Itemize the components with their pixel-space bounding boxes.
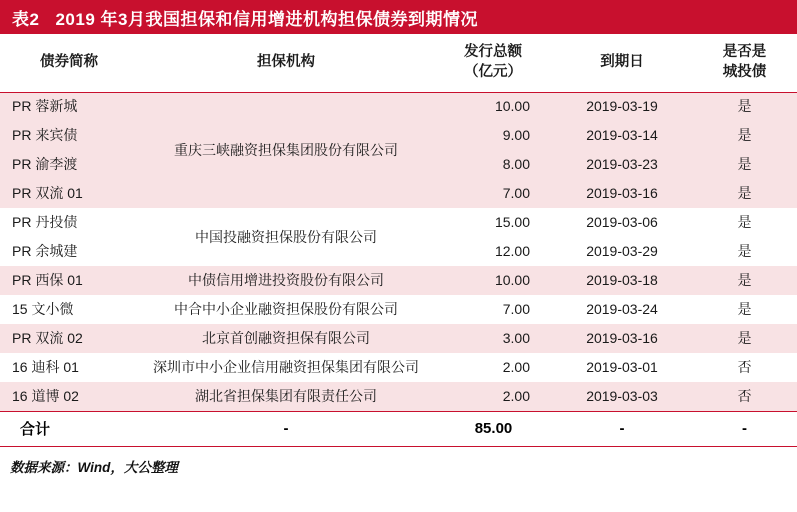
cell-bond-name: 15 文小微 bbox=[0, 295, 138, 324]
total-row bbox=[0, 411, 797, 446]
cell-maturity-date: 2019-03-03 bbox=[552, 382, 692, 411]
column-header-bond-name: 债券简称 bbox=[0, 34, 138, 92]
column-header-guarantor: 担保机构 bbox=[138, 34, 434, 92]
cell-is-urban-investment-bond: 是 bbox=[692, 295, 797, 324]
issue-amount-line2: （亿元） bbox=[464, 63, 522, 80]
cell-is-urban-investment-bond: 是 bbox=[692, 179, 797, 208]
cell-is-urban-investment-bond: 否 bbox=[692, 353, 797, 382]
cell-bond-name: PR 余城建 bbox=[0, 237, 138, 266]
cell-issue-amount: 9.00 bbox=[434, 121, 552, 150]
cell-guarantor: 中债信用增进投资股份有限公司 bbox=[138, 266, 434, 295]
table-row bbox=[0, 92, 797, 121]
cell-guarantor: 湖北省担保集团有限责任公司 bbox=[138, 382, 434, 411]
cell-bond-name: PR 蓉新城 bbox=[0, 92, 138, 121]
cell-maturity-date: 2019-03-24 bbox=[552, 295, 692, 324]
total-org: - bbox=[138, 411, 434, 446]
cell-issue-amount: 12.00 bbox=[434, 237, 552, 266]
urban-bond-line2: 城投债 bbox=[722, 63, 767, 80]
table-row bbox=[0, 324, 797, 353]
cell-bond-name: PR 西保 01 bbox=[0, 266, 138, 295]
total-label: 合计 bbox=[0, 411, 138, 446]
cell-bond-name: PR 渝李渡 bbox=[0, 150, 138, 179]
cell-issue-amount: 10.00 bbox=[434, 266, 552, 295]
cell-maturity-date: 2019-03-29 bbox=[552, 237, 692, 266]
table-row bbox=[0, 295, 797, 324]
table-footer bbox=[0, 411, 797, 446]
column-header-is-urban-investment-bond bbox=[692, 34, 797, 92]
cell-is-urban-investment-bond: 是 bbox=[692, 150, 797, 179]
cell-maturity-date: 2019-03-23 bbox=[552, 150, 692, 179]
total-amount: 85.00 bbox=[434, 411, 552, 446]
cell-is-urban-investment-bond: 是 bbox=[692, 324, 797, 353]
cell-bond-name: PR 双流 01 bbox=[0, 179, 138, 208]
table-header bbox=[0, 34, 797, 92]
cell-bond-name: PR 双流 02 bbox=[0, 324, 138, 353]
cell-is-urban-investment-bond: 是 bbox=[692, 208, 797, 237]
cell-maturity-date: 2019-03-01 bbox=[552, 353, 692, 382]
cell-issue-amount: 2.00 bbox=[434, 353, 552, 382]
table-row bbox=[0, 353, 797, 382]
table-body bbox=[0, 92, 797, 411]
cell-issue-amount: 10.00 bbox=[434, 92, 552, 121]
cell-maturity-date: 2019-03-19 bbox=[552, 92, 692, 121]
cell-issue-amount: 7.00 bbox=[434, 179, 552, 208]
cell-bond-name: 16 道博 02 bbox=[0, 382, 138, 411]
issue-amount-line1: 发行总额 bbox=[464, 44, 522, 61]
urban-bond-line1: 是否是 bbox=[722, 44, 767, 61]
bond-maturity-table bbox=[0, 34, 797, 447]
cell-issue-amount: 2.00 bbox=[434, 382, 552, 411]
source-note: 数据来源：Wind，大公整理 bbox=[10, 459, 178, 475]
cell-maturity-date: 2019-03-14 bbox=[552, 121, 692, 150]
cell-issue-amount: 8.00 bbox=[434, 150, 552, 179]
cell-is-urban-investment-bond: 否 bbox=[692, 382, 797, 411]
cell-maturity-date: 2019-03-16 bbox=[552, 324, 692, 353]
cell-issue-amount: 15.00 bbox=[434, 208, 552, 237]
column-header-issue-amount bbox=[434, 34, 552, 92]
figure-number: 表2 bbox=[12, 9, 40, 29]
cell-issue-amount: 3.00 bbox=[434, 324, 552, 353]
cell-guarantor: 重庆三峡融资担保集团股份有限公司 bbox=[138, 92, 434, 208]
figure-title-bar bbox=[0, 0, 797, 34]
column-header-maturity-date: 到期日 bbox=[552, 34, 692, 92]
cell-bond-name: PR 丹投债 bbox=[0, 208, 138, 237]
cell-is-urban-investment-bond: 是 bbox=[692, 266, 797, 295]
figure-title: 2019 年3月我国担保和信用增进机构担保债券到期情况 bbox=[55, 9, 478, 29]
cell-guarantor: 中合中小企业融资担保股份有限公司 bbox=[138, 295, 434, 324]
cell-maturity-date: 2019-03-06 bbox=[552, 208, 692, 237]
cell-bond-name: PR 来宾债 bbox=[0, 121, 138, 150]
table-row bbox=[0, 266, 797, 295]
table-row bbox=[0, 382, 797, 411]
cell-issue-amount: 7.00 bbox=[434, 295, 552, 324]
header-row bbox=[0, 34, 797, 92]
cell-guarantor: 北京首创融资担保有限公司 bbox=[138, 324, 434, 353]
cell-is-urban-investment-bond: 是 bbox=[692, 237, 797, 266]
total-date: - bbox=[552, 411, 692, 446]
cell-guarantor: 中国投融资担保股份有限公司 bbox=[138, 208, 434, 266]
cell-is-urban-investment-bond: 是 bbox=[692, 92, 797, 121]
cell-is-urban-investment-bond: 是 bbox=[692, 121, 797, 150]
total-flag: - bbox=[692, 411, 797, 446]
table-row bbox=[0, 208, 797, 237]
cell-maturity-date: 2019-03-18 bbox=[552, 266, 692, 295]
cell-guarantor: 深圳市中小企业信用融资担保集团有限公司 bbox=[138, 353, 434, 382]
cell-maturity-date: 2019-03-16 bbox=[552, 179, 692, 208]
cell-bond-name: 16 迪科 01 bbox=[0, 353, 138, 382]
